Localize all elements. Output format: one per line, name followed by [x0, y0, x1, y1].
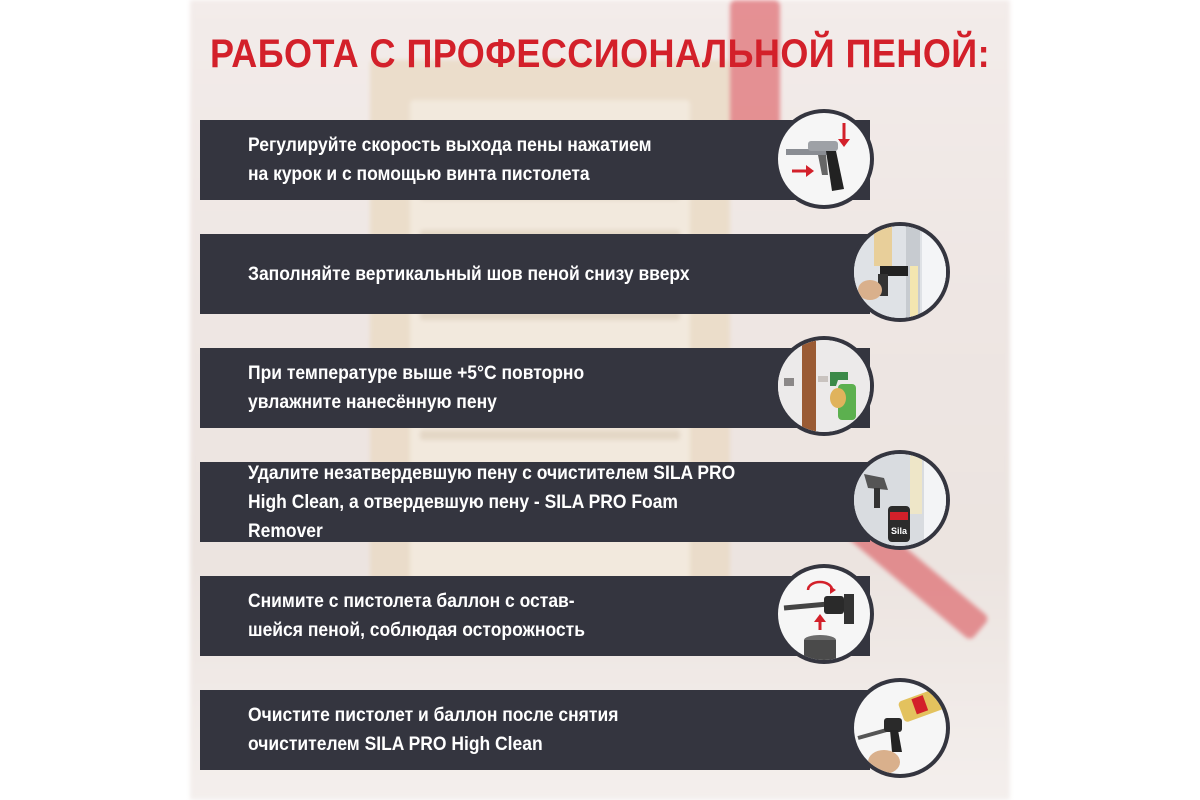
step-4-image [850, 450, 950, 550]
step-6-text: Очистите пистолет и баллон после снятия очистителем SILA PRO High Clean [248, 705, 619, 755]
foam-gun-trigger-icon [778, 113, 870, 205]
step-1-image [774, 109, 874, 209]
step-4 [200, 462, 870, 542]
clean-gun-icon [854, 682, 946, 774]
step-3-text: При температуре выше +5°С повторно увлажните нанесённую пену [248, 363, 585, 413]
remove-can-icon [778, 568, 870, 660]
step-3 [200, 348, 870, 428]
foam-remover-icon [854, 454, 946, 546]
step-3-image [774, 336, 874, 436]
step-4-text: Удалите незатвердевшую пену с очистителем SILA PRO High Clean, а отвердевшую пену - SILA PRO Foam Remover [248, 462, 736, 542]
step-2-text: Заполняйте вертикальный шов пеной снизу вверх [248, 263, 690, 285]
step-1-text: Регулируйте скорость выхода пены нажатием на курок и с помощью винта пистолета [248, 135, 652, 185]
step-5 [200, 576, 870, 656]
vertical-seam-fill-icon [854, 226, 946, 318]
step-1 [200, 120, 870, 200]
step-6-image [850, 678, 950, 778]
sila-logo: Sila [890, 526, 908, 536]
step-5-text: Снимите с пистолета баллон с остав- шейся пеной, соблюдая осторожность [248, 591, 585, 641]
spray-bottle-icon [778, 340, 870, 432]
step-5-image [774, 564, 874, 664]
page-title: РАБОТА С ПРОФЕССИОНАЛЬНОЙ ПЕНОЙ: [209, 32, 991, 76]
step-2 [200, 234, 870, 314]
step-2-image [850, 222, 950, 322]
step-6 [200, 690, 870, 770]
